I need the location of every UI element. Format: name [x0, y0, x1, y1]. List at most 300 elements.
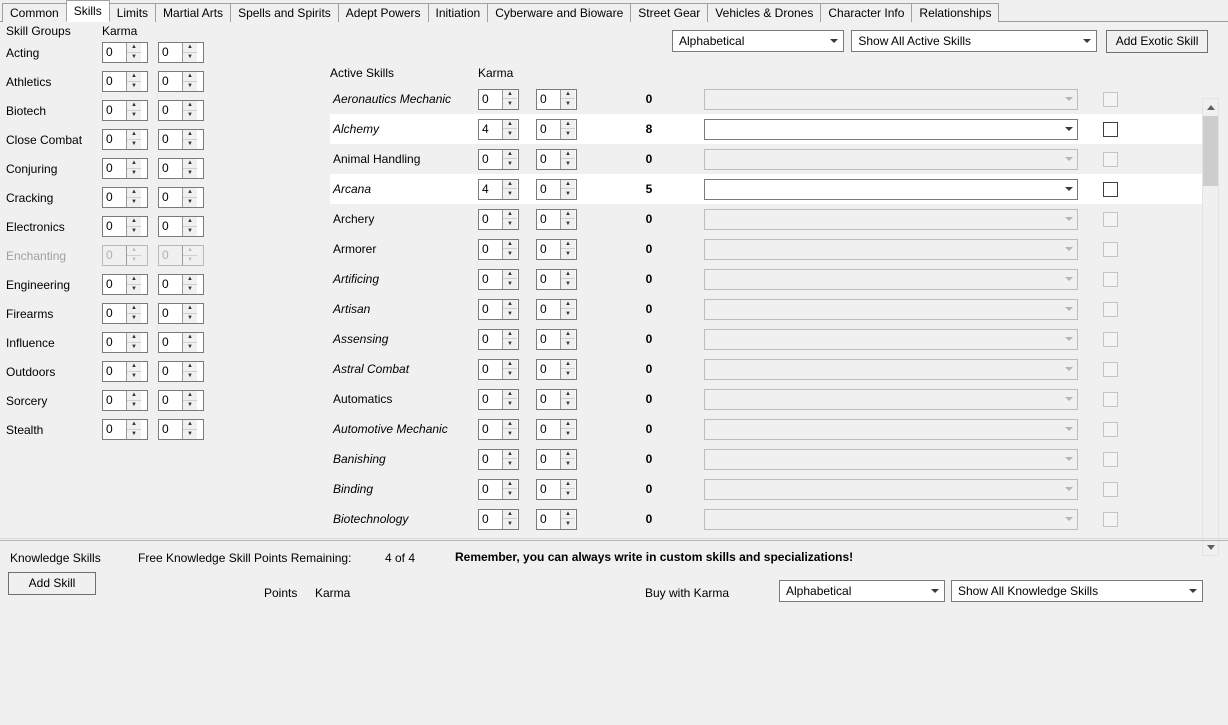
spinner-buttons[interactable]: [126, 362, 141, 381]
spinner-value[interactable]: 0: [103, 43, 126, 62]
spinner-up-icon[interactable]: ▲: [127, 391, 141, 401]
spinner-down-icon[interactable]: ▼: [131, 170, 137, 177]
spinner-up-icon[interactable]: ▲: [127, 159, 141, 169]
spinner-up-icon[interactable]: ▲: [183, 391, 197, 401]
spinner-value[interactable]: 0: [103, 217, 126, 236]
specialization-dropdown[interactable]: [704, 179, 1078, 200]
spinner-down-icon[interactable]: ▼: [565, 250, 571, 257]
spinner-up-icon[interactable]: ▲: [561, 180, 575, 190]
spinner-buttons[interactable]: [502, 120, 517, 139]
spinner-value[interactable]: 0: [103, 130, 126, 149]
spinner-up-icon[interactable]: ▲: [503, 120, 517, 130]
scrollbar-thumb[interactable]: [1203, 116, 1218, 186]
add-skill-button[interactable]: Add Skill: [8, 572, 96, 595]
spinner-value[interactable]: 0: [159, 275, 182, 294]
active-skill-rating-stepper[interactable]: [478, 269, 519, 290]
skill-group-rating-stepper[interactable]: [102, 419, 148, 440]
spinner-value[interactable]: 0: [479, 510, 502, 529]
spinner-buttons[interactable]: [502, 300, 517, 319]
spinner-up-icon[interactable]: ▲: [561, 210, 575, 220]
spinner-value[interactable]: 0: [537, 480, 560, 499]
spinner-buttons[interactable]: [502, 330, 517, 349]
spinner-value[interactable]: 0: [537, 90, 560, 109]
spinner-buttons[interactable]: [560, 270, 575, 289]
spinner-down-icon[interactable]: ▼: [187, 286, 193, 293]
skill-group-rating-stepper[interactable]: [102, 71, 148, 92]
scroll-up-icon[interactable]: [1203, 99, 1218, 115]
spinner-up-icon[interactable]: ▲: [503, 510, 517, 520]
spinner-value[interactable]: 0: [159, 159, 182, 178]
spinner-up-icon[interactable]: ▲: [183, 188, 197, 198]
spinner-up-icon[interactable]: ▲: [183, 101, 197, 111]
tab-relationships[interactable]: [911, 3, 999, 22]
spinner-down-icon[interactable]: ▼: [507, 100, 513, 107]
spinner-up-icon[interactable]: ▲: [503, 480, 517, 490]
active-skill-rating-stepper[interactable]: [478, 89, 519, 110]
spinner-down-icon[interactable]: ▼: [565, 160, 571, 167]
active-skill-karma-stepper[interactable]: [536, 209, 577, 230]
spinner-down-icon[interactable]: ▼: [507, 400, 513, 407]
spinner-value[interactable]: 0: [479, 390, 502, 409]
spinner-value[interactable]: 0: [479, 480, 502, 499]
active-skill-rating-stepper[interactable]: [478, 509, 519, 530]
active-skill-rating-stepper[interactable]: [478, 149, 519, 170]
spinner-buttons[interactable]: [126, 217, 141, 236]
active-skill-karma-stepper[interactable]: [536, 149, 577, 170]
tab-spells-and-spirits[interactable]: [230, 3, 339, 22]
spinner-buttons[interactable]: [560, 360, 575, 379]
spinner-up-icon[interactable]: ▲: [127, 333, 141, 343]
spinner-up-icon[interactable]: ▲: [503, 360, 517, 370]
active-skill-row[interactable]: [330, 144, 1202, 174]
spinner-value[interactable]: 0: [537, 420, 560, 439]
spinner-value[interactable]: 0: [479, 420, 502, 439]
spinner-buttons[interactable]: [126, 420, 141, 439]
spinner-up-icon[interactable]: ▲: [561, 270, 575, 280]
active-skill-row[interactable]: [330, 384, 1202, 414]
spinner-up-icon[interactable]: ▲: [183, 362, 197, 372]
skill-group-rating-stepper[interactable]: [102, 332, 148, 353]
spinner-value[interactable]: 0: [159, 72, 182, 91]
spinner-value[interactable]: 0: [479, 150, 502, 169]
spinner-down-icon[interactable]: ▼: [131, 402, 137, 409]
skill-group-rating-stepper[interactable]: [102, 129, 148, 150]
active-skill-row[interactable]: [330, 354, 1202, 384]
spinner-down-icon[interactable]: ▼: [131, 54, 137, 61]
spinner-up-icon[interactable]: ▲: [503, 90, 517, 100]
spinner-down-icon[interactable]: ▼: [507, 340, 513, 347]
spinner-up-icon[interactable]: ▲: [183, 420, 197, 430]
spinner-up-icon[interactable]: ▲: [127, 304, 141, 314]
spinner-buttons[interactable]: [182, 43, 197, 62]
specialization-dropdown[interactable]: [704, 119, 1078, 140]
spinner-down-icon[interactable]: ▼: [507, 520, 513, 527]
spinner-down-icon[interactable]: ▼: [565, 370, 571, 377]
spinner-up-icon[interactable]: ▲: [127, 217, 141, 227]
tab-martial-arts[interactable]: [155, 3, 231, 22]
spinner-value[interactable]: 0: [479, 300, 502, 319]
spinner-down-icon[interactable]: ▼: [507, 460, 513, 467]
spinner-buttons[interactable]: [182, 159, 197, 178]
spinner-buttons[interactable]: [560, 330, 575, 349]
spinner-down-icon[interactable]: ▼: [131, 141, 137, 148]
buy-with-karma-checkbox[interactable]: [1103, 182, 1118, 197]
spinner-buttons[interactable]: [502, 450, 517, 469]
knowledge-sort-dropdown[interactable]: [779, 580, 945, 602]
spinner-down-icon[interactable]: ▼: [507, 280, 513, 287]
spinner-value[interactable]: 0: [479, 90, 502, 109]
skill-group-karma-stepper[interactable]: [158, 303, 204, 324]
active-skill-row[interactable]: [330, 324, 1202, 354]
skill-group-karma-stepper[interactable]: [158, 216, 204, 237]
spinner-buttons[interactable]: [126, 275, 141, 294]
spinner-up-icon[interactable]: ▲: [503, 330, 517, 340]
spinner-value[interactable]: 0: [479, 240, 502, 259]
spinner-buttons[interactable]: [560, 510, 575, 529]
spinner-buttons[interactable]: [126, 72, 141, 91]
spinner-value[interactable]: 0: [159, 391, 182, 410]
skill-group-karma-stepper[interactable]: [158, 332, 204, 353]
spinner-value[interactable]: 0: [103, 188, 126, 207]
spinner-buttons[interactable]: [560, 120, 575, 139]
active-skills-scrollbar[interactable]: [1202, 98, 1219, 556]
spinner-down-icon[interactable]: ▼: [507, 490, 513, 497]
spinner-buttons[interactable]: [560, 420, 575, 439]
skill-group-karma-stepper[interactable]: [158, 42, 204, 63]
knowledge-filter-dropdown[interactable]: [951, 580, 1203, 602]
spinner-up-icon[interactable]: ▲: [561, 450, 575, 460]
skill-group-karma-stepper[interactable]: [158, 71, 204, 92]
skill-group-karma-stepper[interactable]: [158, 187, 204, 208]
skill-group-karma-stepper[interactable]: [158, 129, 204, 150]
spinner-down-icon[interactable]: ▼: [565, 130, 571, 137]
spinner-value[interactable]: 0: [159, 304, 182, 323]
active-skills-list[interactable]: [330, 84, 1220, 556]
spinner-down-icon[interactable]: ▼: [565, 220, 571, 227]
spinner-buttons[interactable]: [502, 360, 517, 379]
active-skill-karma-stepper[interactable]: [536, 179, 577, 200]
tab-limits[interactable]: [109, 3, 156, 22]
spinner-buttons[interactable]: [560, 480, 575, 499]
active-skill-row[interactable]: [330, 414, 1202, 444]
spinner-value[interactable]: 0: [537, 510, 560, 529]
active-skill-row[interactable]: [330, 294, 1202, 324]
spinner-buttons[interactable]: [502, 240, 517, 259]
spinner-buttons[interactable]: [502, 420, 517, 439]
spinner-down-icon[interactable]: ▼: [187, 170, 193, 177]
spinner-up-icon[interactable]: ▲: [127, 188, 141, 198]
spinner-value[interactable]: 0: [479, 330, 502, 349]
active-skill-row[interactable]: [330, 114, 1202, 144]
spinner-up-icon[interactable]: ▲: [127, 43, 141, 53]
spinner-up-icon[interactable]: ▲: [561, 90, 575, 100]
skill-group-karma-stepper[interactable]: [158, 361, 204, 382]
active-skill-rating-stepper[interactable]: [478, 389, 519, 410]
spinner-buttons[interactable]: [182, 275, 197, 294]
spinner-buttons[interactable]: [126, 130, 141, 149]
spinner-up-icon[interactable]: ▲: [127, 101, 141, 111]
spinner-value[interactable]: 0: [537, 450, 560, 469]
skill-group-karma-stepper[interactable]: [158, 419, 204, 440]
spinner-down-icon[interactable]: ▼: [507, 250, 513, 257]
spinner-up-icon[interactable]: ▲: [561, 150, 575, 160]
spinner-buttons[interactable]: [502, 180, 517, 199]
spinner-value[interactable]: 0: [159, 43, 182, 62]
spinner-down-icon[interactable]: ▼: [565, 310, 571, 317]
active-skill-rating-stepper[interactable]: [478, 179, 519, 200]
active-skill-rating-stepper[interactable]: [478, 449, 519, 470]
spinner-value[interactable]: 0: [159, 217, 182, 236]
spinner-up-icon[interactable]: ▲: [183, 333, 197, 343]
spinner-up-icon[interactable]: ▲: [183, 130, 197, 140]
active-skill-rating-stepper[interactable]: [478, 119, 519, 140]
active-skill-rating-stepper[interactable]: [478, 329, 519, 350]
spinner-down-icon[interactable]: ▼: [131, 373, 137, 380]
spinner-buttons[interactable]: [502, 480, 517, 499]
spinner-down-icon[interactable]: ▼: [565, 490, 571, 497]
skill-group-rating-stepper[interactable]: [102, 158, 148, 179]
spinner-down-icon[interactable]: ▼: [187, 228, 193, 235]
spinner-up-icon[interactable]: ▲: [561, 390, 575, 400]
spinner-value[interactable]: 0: [537, 390, 560, 409]
spinner-buttons[interactable]: [126, 391, 141, 410]
spinner-up-icon[interactable]: ▲: [183, 72, 197, 82]
spinner-value[interactable]: 0: [103, 304, 126, 323]
spinner-up-icon[interactable]: ▲: [503, 210, 517, 220]
spinner-up-icon[interactable]: ▲: [503, 270, 517, 280]
spinner-buttons[interactable]: [502, 510, 517, 529]
active-skill-karma-stepper[interactable]: [536, 329, 577, 350]
spinner-down-icon[interactable]: ▼: [565, 280, 571, 287]
spinner-down-icon[interactable]: ▼: [187, 112, 193, 119]
spinner-up-icon[interactable]: ▲: [183, 43, 197, 53]
spinner-value[interactable]: 0: [479, 210, 502, 229]
active-skill-rating-stepper[interactable]: [478, 209, 519, 230]
spinner-buttons[interactable]: [182, 217, 197, 236]
active-skill-karma-stepper[interactable]: [536, 479, 577, 500]
spinner-up-icon[interactable]: ▲: [127, 420, 141, 430]
spinner-down-icon[interactable]: ▼: [187, 83, 193, 90]
active-skill-row[interactable]: [330, 264, 1202, 294]
spinner-down-icon[interactable]: ▼: [131, 199, 137, 206]
spinner-down-icon[interactable]: ▼: [507, 430, 513, 437]
spinner-up-icon[interactable]: ▲: [561, 510, 575, 520]
active-skill-karma-stepper[interactable]: [536, 389, 577, 410]
active-skill-karma-stepper[interactable]: [536, 89, 577, 110]
active-skill-rating-stepper[interactable]: [478, 479, 519, 500]
spinner-value[interactable]: 0: [159, 333, 182, 352]
spinner-down-icon[interactable]: ▼: [565, 520, 571, 527]
spinner-buttons[interactable]: [560, 150, 575, 169]
active-skills-sort-dropdown[interactable]: [672, 30, 844, 52]
spinner-value[interactable]: 0: [537, 360, 560, 379]
active-skill-karma-stepper[interactable]: [536, 239, 577, 260]
spinner-up-icon[interactable]: ▲: [561, 240, 575, 250]
spinner-value[interactable]: 0: [159, 188, 182, 207]
spinner-value[interactable]: 4: [479, 120, 502, 139]
spinner-up-icon[interactable]: ▲: [561, 420, 575, 430]
spinner-buttons[interactable]: [560, 390, 575, 409]
spinner-up-icon[interactable]: ▲: [127, 72, 141, 82]
spinner-down-icon[interactable]: ▼: [565, 340, 571, 347]
spinner-up-icon[interactable]: ▲: [127, 130, 141, 140]
active-skill-row[interactable]: [330, 234, 1202, 264]
tab-street-gear[interactable]: [630, 3, 708, 22]
spinner-value[interactable]: 0: [537, 120, 560, 139]
spinner-down-icon[interactable]: ▼: [187, 344, 193, 351]
spinner-value[interactable]: 0: [103, 333, 126, 352]
spinner-down-icon[interactable]: ▼: [131, 315, 137, 322]
spinner-up-icon[interactable]: ▲: [503, 150, 517, 160]
spinner-value[interactable]: 0: [479, 450, 502, 469]
buy-with-karma-checkbox[interactable]: [1103, 122, 1118, 137]
spinner-value[interactable]: 0: [159, 420, 182, 439]
spinner-down-icon[interactable]: ▼: [187, 315, 193, 322]
spinner-value[interactable]: 0: [103, 391, 126, 410]
spinner-buttons[interactable]: [126, 159, 141, 178]
tab-skills[interactable]: [66, 0, 110, 22]
spinner-buttons[interactable]: [182, 130, 197, 149]
active-skill-row[interactable]: [330, 504, 1202, 534]
tab-common[interactable]: [2, 3, 67, 22]
spinner-buttons[interactable]: [182, 333, 197, 352]
spinner-buttons[interactable]: [502, 210, 517, 229]
spinner-up-icon[interactable]: ▲: [127, 362, 141, 372]
spinner-down-icon[interactable]: ▼: [507, 370, 513, 377]
skill-group-karma-stepper[interactable]: [158, 390, 204, 411]
skill-group-rating-stepper[interactable]: [102, 42, 148, 63]
spinner-down-icon[interactable]: ▼: [565, 430, 571, 437]
spinner-buttons[interactable]: [126, 333, 141, 352]
spinner-down-icon[interactable]: ▼: [187, 431, 193, 438]
active-skill-karma-stepper[interactable]: [536, 359, 577, 380]
spinner-value[interactable]: 0: [479, 360, 502, 379]
active-skill-karma-stepper[interactable]: [536, 449, 577, 470]
spinner-buttons[interactable]: [182, 420, 197, 439]
tab-vehicles-drones[interactable]: [707, 3, 821, 22]
skill-group-karma-stepper[interactable]: [158, 158, 204, 179]
skill-group-rating-stepper[interactable]: [102, 274, 148, 295]
spinner-value[interactable]: 0: [537, 150, 560, 169]
spinner-up-icon[interactable]: ▲: [503, 300, 517, 310]
spinner-down-icon[interactable]: ▼: [131, 431, 137, 438]
tab-cyberware-and-bioware[interactable]: [487, 3, 631, 22]
spinner-value[interactable]: 0: [537, 240, 560, 259]
spinner-buttons[interactable]: [126, 43, 141, 62]
spinner-value[interactable]: 0: [103, 159, 126, 178]
spinner-value[interactable]: 0: [537, 210, 560, 229]
active-skill-rating-stepper[interactable]: [478, 419, 519, 440]
skill-group-rating-stepper[interactable]: [102, 390, 148, 411]
spinner-down-icon[interactable]: ▼: [131, 228, 137, 235]
spinner-buttons[interactable]: [126, 304, 141, 323]
spinner-up-icon[interactable]: ▲: [183, 217, 197, 227]
active-skill-rating-stepper[interactable]: [478, 299, 519, 320]
spinner-up-icon[interactable]: ▲: [561, 330, 575, 340]
spinner-up-icon[interactable]: ▲: [561, 360, 575, 370]
spinner-up-icon[interactable]: ▲: [503, 180, 517, 190]
spinner-buttons[interactable]: [126, 101, 141, 120]
spinner-down-icon[interactable]: ▼: [131, 286, 137, 293]
spinner-down-icon[interactable]: ▼: [187, 199, 193, 206]
active-skill-karma-stepper[interactable]: [536, 419, 577, 440]
active-skill-row[interactable]: [330, 174, 1202, 204]
tab-character-info[interactable]: [820, 3, 912, 22]
spinner-up-icon[interactable]: ▲: [503, 240, 517, 250]
spinner-value[interactable]: 0: [537, 270, 560, 289]
spinner-buttons[interactable]: [560, 90, 575, 109]
spinner-down-icon[interactable]: ▼: [187, 54, 193, 61]
spinner-down-icon[interactable]: ▼: [507, 190, 513, 197]
spinner-value[interactable]: 0: [103, 420, 126, 439]
skill-group-rating-stepper[interactable]: [102, 303, 148, 324]
spinner-down-icon[interactable]: ▼: [507, 130, 513, 137]
spinner-up-icon[interactable]: ▲: [127, 275, 141, 285]
spinner-buttons[interactable]: [560, 450, 575, 469]
spinner-up-icon[interactable]: ▲: [183, 275, 197, 285]
active-skill-rating-stepper[interactable]: [478, 239, 519, 260]
spinner-down-icon[interactable]: ▼: [131, 344, 137, 351]
add-exotic-skill-button[interactable]: Add Exotic Skill: [1106, 30, 1209, 53]
spinner-up-icon[interactable]: ▲: [183, 304, 197, 314]
spinner-value[interactable]: 4: [479, 180, 502, 199]
spinner-value[interactable]: 0: [537, 300, 560, 319]
skill-group-karma-stepper[interactable]: [158, 274, 204, 295]
active-skill-row[interactable]: [330, 444, 1202, 474]
spinner-value[interactable]: 0: [103, 72, 126, 91]
spinner-down-icon[interactable]: ▼: [565, 190, 571, 197]
spinner-down-icon[interactable]: ▼: [507, 220, 513, 227]
spinner-value[interactable]: 0: [103, 362, 126, 381]
tab-initiation[interactable]: [428, 3, 489, 22]
spinner-buttons[interactable]: [560, 300, 575, 319]
spinner-buttons[interactable]: [182, 304, 197, 323]
spinner-buttons[interactable]: [560, 180, 575, 199]
spinner-value[interactable]: 0: [159, 101, 182, 120]
spinner-buttons[interactable]: [560, 210, 575, 229]
spinner-value[interactable]: 0: [537, 180, 560, 199]
spinner-value[interactable]: 0: [159, 130, 182, 149]
spinner-value[interactable]: 0: [103, 101, 126, 120]
spinner-up-icon[interactable]: ▲: [561, 120, 575, 130]
spinner-down-icon[interactable]: ▼: [131, 83, 137, 90]
skill-group-rating-stepper[interactable]: [102, 187, 148, 208]
active-skills-filter-dropdown[interactable]: [851, 30, 1097, 52]
spinner-down-icon[interactable]: ▼: [131, 112, 137, 119]
spinner-value[interactable]: 0: [159, 362, 182, 381]
spinner-up-icon[interactable]: ▲: [561, 480, 575, 490]
tab-adept-powers[interactable]: [338, 3, 429, 22]
spinner-down-icon[interactable]: ▼: [565, 460, 571, 467]
spinner-buttons[interactable]: [502, 390, 517, 409]
active-skill-karma-stepper[interactable]: [536, 299, 577, 320]
skill-group-karma-stepper[interactable]: [158, 100, 204, 121]
spinner-buttons[interactable]: [182, 101, 197, 120]
active-skill-row[interactable]: [330, 474, 1202, 504]
spinner-down-icon[interactable]: ▼: [187, 141, 193, 148]
spinner-buttons[interactable]: [182, 391, 197, 410]
active-skill-karma-stepper[interactable]: [536, 269, 577, 290]
spinner-up-icon[interactable]: ▲: [183, 159, 197, 169]
spinner-down-icon[interactable]: ▼: [565, 400, 571, 407]
spinner-buttons[interactable]: [560, 240, 575, 259]
spinner-up-icon[interactable]: ▲: [503, 450, 517, 460]
spinner-buttons[interactable]: [126, 188, 141, 207]
skill-group-rating-stepper[interactable]: [102, 100, 148, 121]
spinner-down-icon[interactable]: ▼: [507, 310, 513, 317]
spinner-up-icon[interactable]: ▲: [503, 420, 517, 430]
spinner-value[interactable]: 0: [479, 270, 502, 289]
